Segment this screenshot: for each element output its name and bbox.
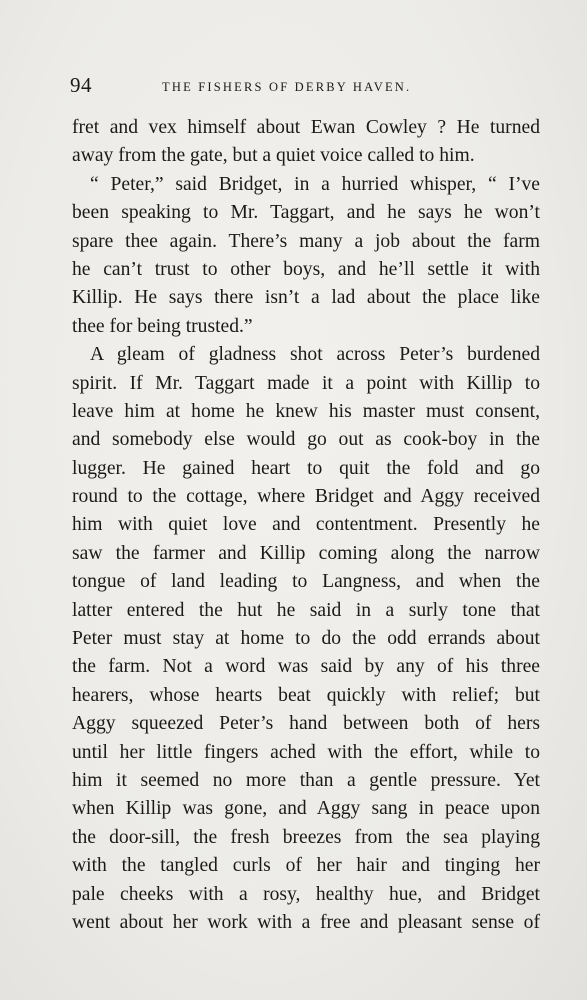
text-line: hearers, whose hearts beat quickly with relief; but: [72, 684, 540, 706]
text-line: lugger. He gained heart to quit the fold and go: [72, 457, 540, 479]
text-line: A gleam of gladness shot across Peter’s burdened: [90, 344, 540, 366]
page-header: [70, 73, 540, 103]
text-line: leave him at home he knew his master must consent,: [72, 400, 540, 422]
text-line: the door-sill, the fresh breezes from the sea playing: [72, 826, 540, 848]
text-line: thee for being trusted.”: [72, 315, 253, 337]
text-line: away from the gate, but a quiet voice called to him.: [72, 145, 475, 167]
text-line: spare thee again. There’s many a job about the farm: [72, 230, 540, 252]
text-line: until her little fingers ached with the effort, while to: [72, 741, 540, 763]
text-line: him it seemed no more than a gentle pressure. Yet: [72, 769, 540, 791]
text-line: with the tangled curls of her hair and tinging her: [72, 855, 540, 877]
text-line: “ Peter,” said Bridget, in a hurried whisper, “ I’ve: [90, 173, 540, 195]
running-title: THE FISHERS OF DERBY HAVEN.: [162, 80, 412, 94]
text-line: he can’t trust to other boys, and he’ll settle it with: [72, 258, 540, 280]
page-number: 94: [70, 73, 92, 97]
text-line: him with quiet love and contentment. Presently he: [72, 514, 540, 536]
text-line: Aggy squeezed Peter’s hand between both of hers: [72, 713, 540, 735]
text-line: round to the cottage, where Bridget and Aggy received: [72, 486, 540, 508]
text-line: latter entered the hut he said in a surly tone that: [72, 599, 540, 621]
text-line: Peter must stay at home to do the odd errands about: [72, 628, 540, 650]
text-line: pale cheeks with a rosy, healthy hue, and Bridget: [72, 883, 540, 905]
text-line: tongue of land leading to Langness, and when the: [72, 571, 540, 593]
text-line: saw the farmer and Killip coming along the narrow: [72, 542, 540, 564]
text-line: when Killip was gone, and Aggy sang in peace upon: [72, 798, 540, 820]
text-line: went about her work with a free and pleasant sense of: [72, 911, 540, 933]
body-text: [72, 114, 540, 937]
text-line: the farm. Not a word was said by any of his three: [72, 656, 540, 678]
text-line: Killip. He says there isn’t a lad about the place like: [72, 287, 540, 309]
text-line: spirit. If Mr. Taggart made it a point with Killip to: [72, 372, 540, 394]
text-line: fret and vex himself about Ewan Cowley ? He turned: [72, 117, 540, 138]
text-line: and somebody else would go out as cook-boy in the: [72, 429, 540, 451]
text-line: been speaking to Mr. Taggart, and he says he won’t: [72, 202, 540, 224]
